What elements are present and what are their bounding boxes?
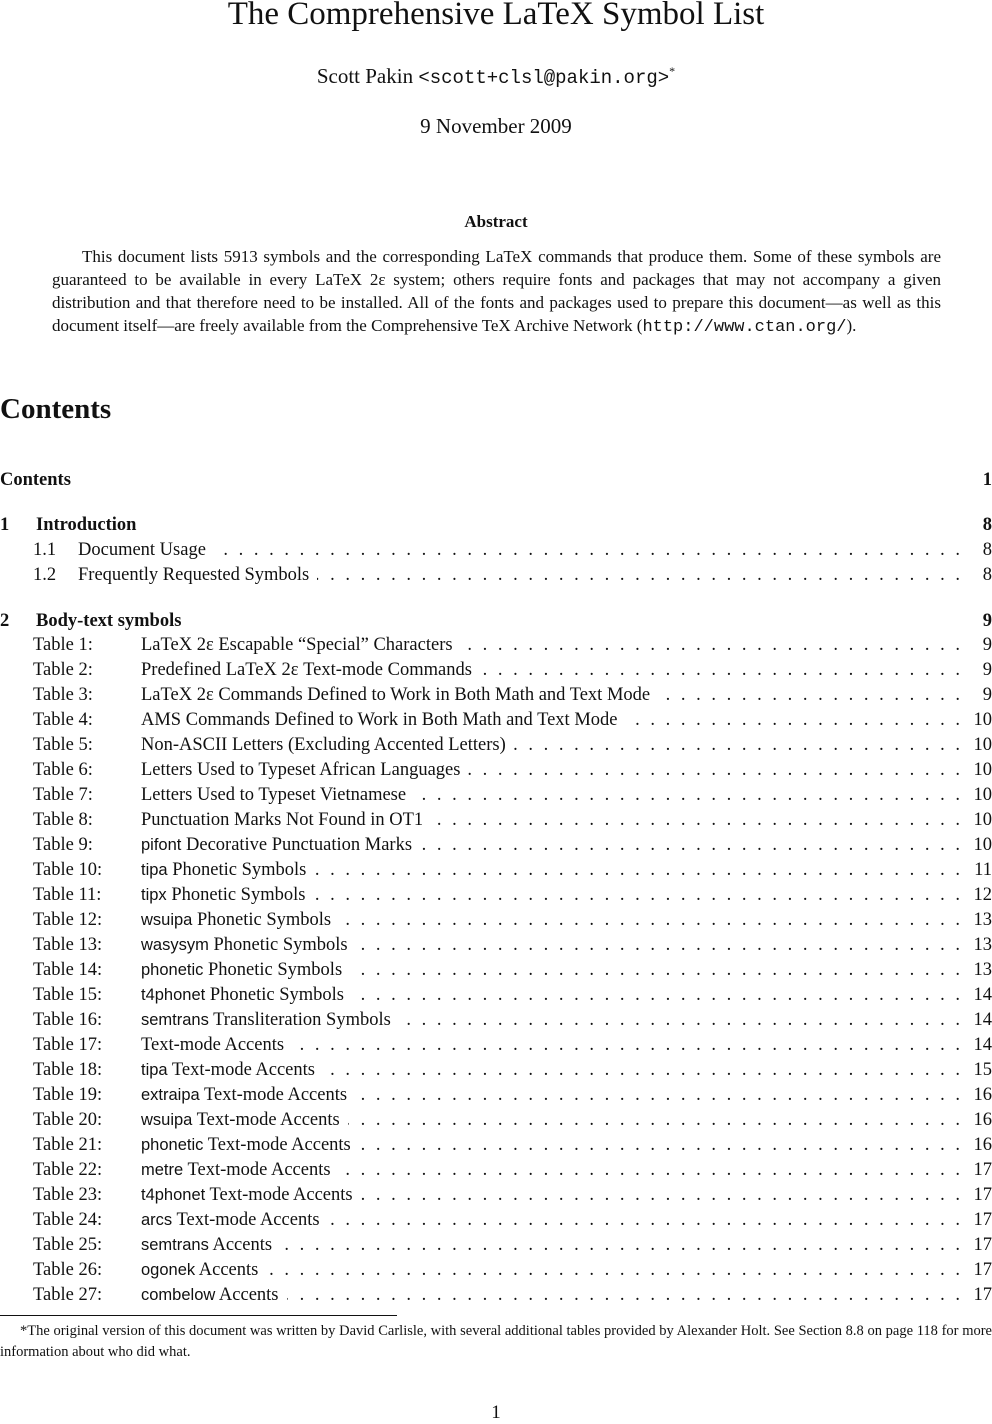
toc-entry-title [141, 835, 412, 856]
toc-entry-title-text: Phonetic Symbols [172, 860, 307, 880]
toc-entry-label: Table 19: [33, 1085, 103, 1105]
toc-entry[interactable] [0, 470, 992, 495]
toc-entry[interactable] [0, 810, 992, 835]
package-name: t4phonet [141, 986, 206, 1004]
toc-entry-label: Table 7: [33, 785, 93, 805]
toc-entry[interactable] [0, 635, 992, 660]
toc-entry-label: Contents [0, 470, 71, 490]
toc-entry-label: Table 20: [33, 1110, 103, 1130]
toc-entry-label: Table 23: [33, 1185, 103, 1205]
toc-entry-title-text: Text-mode Accents [141, 1035, 285, 1055]
dot-leader [280, 1235, 960, 1256]
toc-entry-title [141, 810, 423, 831]
toc-entry-title-text: Phonetic Symbols [197, 910, 332, 930]
toc-entry[interactable] [0, 1285, 992, 1310]
dot-leader [313, 885, 960, 906]
toc-entry-title-text: Phonetic Symbols [171, 885, 306, 905]
dot-leader [461, 635, 960, 656]
package-name: semtrans [141, 1011, 209, 1029]
abstract-text [52, 245, 941, 339]
toc-entry[interactable] [0, 1160, 992, 1185]
toc-entry[interactable] [0, 1060, 992, 1085]
toc-entry[interactable] [0, 785, 992, 810]
dot-leader [292, 1035, 960, 1056]
toc-entry-title [141, 1210, 320, 1231]
author-name: Scott Pakin [316, 64, 414, 88]
toc-entry-label: Table 26: [33, 1260, 103, 1280]
toc-entry-label: Table 22: [33, 1160, 103, 1180]
toc-entry-page: 12 [973, 885, 992, 905]
toc-entry-label: Table 10: [33, 860, 103, 880]
toc-entry-title [141, 1235, 272, 1256]
toc-entry-title [141, 1160, 331, 1181]
dot-leader [658, 685, 960, 706]
package-name: wsuipa [141, 1111, 193, 1129]
toc-entry-title-text: Text-mode Accents [204, 1085, 348, 1105]
footnote-mark: * [669, 64, 676, 78]
toc-entry[interactable] [0, 565, 992, 590]
toc-entry-title-text: Phonetic Symbols [213, 935, 348, 955]
abstract-end: ). [846, 316, 857, 335]
toc-entry-label: Table 17: [33, 1035, 103, 1055]
toc-entry-title-text: Introduction [36, 515, 137, 535]
toc-entry-title [141, 1010, 391, 1031]
toc-entry[interactable] [0, 1110, 992, 1135]
package-name: phonetic [141, 1136, 204, 1154]
toc-entry-page: 8 [982, 540, 992, 560]
toc-entry-page: 9 [982, 685, 992, 705]
toc-entry-page: 9 [982, 611, 992, 631]
toc-entry-title [78, 540, 206, 561]
toc-entry-page: 10 [973, 710, 992, 730]
package-name: wsuipa [141, 911, 193, 929]
toc-entry[interactable] [0, 1185, 992, 1210]
toc-entry-title-text: Body-text symbols [36, 611, 182, 631]
toc-entry-page: 11 [974, 860, 992, 880]
toc-entry-page: 17 [973, 1235, 992, 1255]
toc-entry-label: Table 18: [33, 1060, 103, 1080]
toc-entry-page: 9 [982, 635, 992, 655]
toc-entry-title [141, 660, 472, 681]
toc-entry-label: Table 15: [33, 985, 103, 1005]
toc-entry[interactable] [0, 1135, 992, 1160]
toc-entry[interactable] [0, 1260, 992, 1285]
toc-entry-page: 16 [973, 1085, 992, 1105]
toc-entry-title-text: Text-mode Accents [196, 1110, 340, 1130]
dot-leader [480, 660, 960, 681]
toc-entry-label: Table 2: [33, 660, 93, 680]
abstract-heading: Abstract [464, 212, 528, 231]
toc-entry-page: 10 [973, 810, 992, 830]
toc-entry-title-text: Non-ASCII Letters (Excluding Accented Letters) [141, 735, 506, 755]
toc-entry-title [141, 910, 331, 931]
toc-entry-title-text: Text-mode Accents [207, 1135, 351, 1155]
toc-entry-page: 10 [973, 835, 992, 855]
toc-entry[interactable] [0, 685, 992, 710]
toc-entry-title-text: Text-mode Accents [171, 1060, 315, 1080]
toc-entry-page: 1 [982, 470, 992, 490]
toc-entry[interactable] [0, 611, 992, 636]
package-name: phonetic [141, 961, 204, 979]
dot-leader [352, 985, 960, 1006]
toc-entry-label: Table 14: [33, 960, 103, 980]
dot-leader [625, 710, 960, 731]
toc-entry-page: 16 [973, 1110, 992, 1130]
toc-entry-label: Table 24: [33, 1210, 103, 1230]
toc-entry[interactable] [0, 1035, 992, 1060]
toc-entry-title [36, 611, 181, 632]
package-name: tipa [141, 1061, 168, 1079]
toc-entry-page: 15 [973, 1060, 992, 1080]
toc-entry[interactable] [0, 710, 992, 735]
dot-leader [355, 1085, 960, 1106]
toc-entry-label: Table 1: [33, 635, 93, 655]
author-line [0, 64, 992, 89]
toc-entry-title [141, 685, 650, 706]
dot-leader [431, 810, 960, 831]
toc-entry[interactable] [0, 910, 992, 935]
toc-entry-title-text: Accents [212, 1235, 273, 1255]
toc-entry-title [141, 710, 617, 731]
toc-entry-label: Table 16: [33, 1010, 103, 1030]
toc-entry-title [141, 635, 453, 656]
package-name: wasysym [141, 936, 209, 954]
dot-leader [339, 910, 960, 931]
toc-entry-page: 17 [973, 1210, 992, 1230]
dot-leader [287, 1285, 961, 1306]
toc-entry-page: 8 [982, 565, 992, 585]
toc-entry-title-text: Frequently Requested Symbols [78, 565, 310, 585]
toc-entry[interactable] [0, 515, 992, 540]
toc-entry-label: 1 [0, 515, 10, 535]
dot-leader [420, 835, 960, 856]
dot-leader [266, 1260, 960, 1281]
dot-leader [348, 1110, 960, 1131]
toc-entry[interactable] [0, 735, 992, 760]
toc-entry[interactable] [0, 985, 992, 1010]
toc-entry-label: Table 27: [33, 1285, 103, 1305]
dot-leader [317, 565, 960, 586]
toc-entry-title [141, 935, 348, 956]
toc-entry-page: 13 [973, 960, 992, 980]
package-name: metre [141, 1161, 184, 1179]
toc-entry[interactable] [0, 1010, 992, 1035]
toc-entry-title-text: Accents [218, 1285, 279, 1305]
toc-entry-title-text: LaTeX 2ε Commands Defined to Work in Both Math and Text Mode [141, 685, 651, 705]
ctan-link[interactable]: http://www.ctan.org/ [642, 318, 847, 337]
toc-entry-title-text: Predefined LaTeX 2ε Text-mode Commands [141, 660, 472, 680]
toc-entry-label: 2 [0, 611, 10, 631]
toc-entry[interactable] [0, 860, 992, 885]
toc-entry[interactable] [0, 935, 992, 960]
toc-entry-label: Table 12: [33, 910, 103, 930]
toc-entry-title [141, 735, 506, 756]
toc-entry-page: 17 [973, 1260, 992, 1280]
toc-entry[interactable] [0, 885, 992, 910]
toc-entry-label: Table 6: [33, 760, 93, 780]
toc-entry-title [141, 1185, 353, 1206]
package-name: tipa [141, 861, 168, 879]
toc-entry-title [141, 1060, 315, 1081]
dot-leader [361, 1185, 960, 1206]
toc-entry-label: 1.1 [33, 540, 57, 560]
toc-entry-title-text: Text-mode Accents [187, 1160, 331, 1180]
toc-entry-page: 10 [973, 785, 992, 805]
toc-entry-title-text: Punctuation Marks Not Found in OT1 [141, 810, 424, 830]
toc-entry-page: 10 [973, 760, 992, 780]
toc-entry-title [141, 1085, 347, 1106]
toc-entry-page: 14 [973, 1010, 992, 1030]
toc-entry-label: Table 13: [33, 935, 103, 955]
dot-leader [514, 735, 960, 756]
toc-entry-page: 17 [973, 1160, 992, 1180]
package-name: tipx [141, 886, 167, 904]
toc-entry-label: Table 25: [33, 1235, 103, 1255]
toc-entry-page: 10 [973, 735, 992, 755]
package-name: combelow [141, 1286, 216, 1304]
toc-entry-page: 9 [982, 660, 992, 680]
toc-entry-label: Table 8: [33, 810, 93, 830]
toc-entry-title-text: Letters Used to Typeset Vietnamese [141, 785, 407, 805]
toc-entry[interactable] [0, 960, 992, 985]
toc-entry-title [141, 985, 344, 1006]
package-name: extraipa [141, 1086, 200, 1104]
toc-entry-title-text: Letters Used to Typeset African Languages [141, 760, 461, 780]
toc-entry-title-text: Decorative Punctuation Marks [186, 835, 413, 855]
author-email[interactable]: <scott+clsl@pakin.org> [418, 67, 670, 89]
toc-entry-title-text: Phonetic Symbols [208, 960, 343, 980]
dot-leader [323, 1060, 960, 1081]
toc-entry-page: 14 [973, 985, 992, 1005]
toc-entry[interactable] [0, 1085, 992, 1110]
toc-entry-title [141, 785, 406, 806]
toc-entry-page: 8 [982, 515, 992, 535]
toc-entry-title-text: AMS Commands Defined to Work in Both Math and Text Mode [141, 710, 618, 730]
toc-entry[interactable] [0, 660, 992, 685]
toc-entry-title [141, 1035, 284, 1056]
toc-entry-title [141, 860, 306, 881]
document-title: The Comprehensive LaTeX Symbol List [227, 0, 765, 32]
package-name: arcs [141, 1211, 173, 1229]
toc-entry-title [141, 960, 342, 981]
toc-entry[interactable] [0, 540, 992, 565]
toc-entry-page: 17 [973, 1285, 992, 1305]
page-number: 1 [491, 1402, 501, 1423]
toc-entry-page: 13 [973, 935, 992, 955]
toc-entry[interactable] [0, 1210, 992, 1235]
package-name: t4phonet [141, 1186, 206, 1204]
contents-heading: Contents [0, 393, 112, 425]
toc-entry-page: 14 [973, 1035, 992, 1055]
toc-entry-title [141, 760, 460, 781]
toc-entry-label: Table 11: [33, 885, 102, 905]
dot-leader [339, 1160, 960, 1181]
toc-entry-title [141, 1260, 258, 1281]
package-name: semtrans [141, 1236, 209, 1254]
toc-entry-title [141, 1135, 351, 1156]
toc-entry-title-text: Accents [198, 1260, 259, 1280]
dot-leader [468, 760, 960, 781]
toc-entry-label: 1.2 [33, 565, 57, 585]
toc-entry-page: 13 [973, 910, 992, 930]
dot-leader [414, 785, 960, 806]
footnote: *The original version of this document was written by David Carlisle, with several additional tables provided by Alexander Holt. See Section 8.8 on page 118 for more information about who did what. [0, 1323, 992, 1360]
toc-entry-title [141, 885, 305, 906]
toc-entry-title-text: Document Usage [78, 540, 206, 560]
toc-entry-title-text: LaTeX 2ε Escapable “Special” Characters [141, 635, 453, 655]
toc-entry-title-text: Text-mode Accents [209, 1185, 353, 1205]
dot-leader [356, 935, 960, 956]
toc-entry-title [36, 515, 136, 536]
toc-entry-title [141, 1285, 279, 1306]
package-name: pifont [141, 836, 182, 854]
toc-entry[interactable] [0, 760, 992, 785]
toc-entry-page: 17 [973, 1185, 992, 1205]
toc-entry-title-text: Text-mode Accents [176, 1210, 320, 1230]
toc-entry-label: Table 4: [33, 710, 93, 730]
toc-entry-page: 16 [973, 1135, 992, 1155]
dot-leader [314, 860, 960, 881]
dot-leader [359, 1135, 960, 1156]
toc-entry-title-text: Transliteration Symbols [213, 1010, 391, 1030]
abstract-body: This document lists 5913 symbols and the corresponding LaTeX commands that produce them. Some of these symbols are guaranteed to be available in every LaTeX 2ε system; others require fonts and packages that may not accompany a given distribution and that therefore need to be installed. All of the fonts and packages used to prepare this document—as well as this document itself—are freely available from the Comprehensive TeX Archive Network ( [52, 247, 941, 335]
toc-entry[interactable] [0, 835, 992, 860]
footnote-rule [0, 1315, 397, 1316]
toc-entry-title [141, 1110, 340, 1131]
dot-leader [328, 1210, 960, 1231]
toc-entry-label: Table 21: [33, 1135, 103, 1155]
dot-leader [350, 960, 960, 981]
toc-entry-title [78, 565, 309, 586]
toc-entry[interactable] [0, 1235, 992, 1260]
toc-entry-label: Table 5: [33, 735, 93, 755]
toc-entry-label: Table 9: [33, 835, 93, 855]
toc-entry-title-text: Phonetic Symbols [209, 985, 344, 1005]
dot-leader [214, 540, 960, 561]
dot-leader [399, 1010, 960, 1031]
package-name: ogonek [141, 1261, 196, 1279]
toc-entry-label: Table 3: [33, 685, 93, 705]
document-date: 9 November 2009 [420, 114, 572, 138]
